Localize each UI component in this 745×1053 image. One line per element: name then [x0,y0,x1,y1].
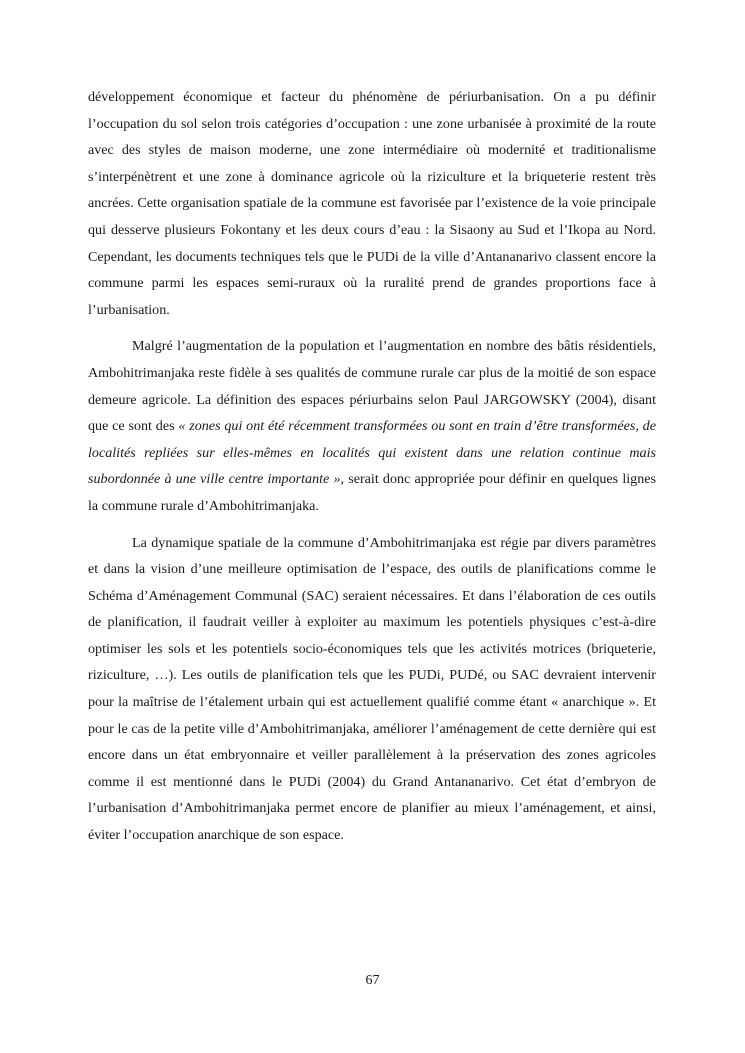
paragraph-1: développement économique et facteur du phénomène de périurbanisation. On a pu définir l’occupation du sol selon trois catégories d’occupation : une zone urbanisée à proximité de la route avec des styles de maison moderne, une zone intermédiaire où modernité et traditionalisme s’interpénètrent et une zone à dominance agricole où la riziculture et la briqueterie restent très ancrées. Cette organisation spatiale de la commune est favorisée par l’existence de la voie principale qui desserve plusieurs Fokontany et les deux cours d’eau : la Sisaony au Sud et l’Ikopa au Nord. Cependant, les documents techniques tels que le PUDi de la ville d’Antananarivo classent encore la commune parmi les espaces semi-ruraux où la ruralité prend de grandes proportions face à l’urbanisation. [88,89,656,318]
page-number: 67 [365,973,380,988]
paragraph-2 [88,333,656,519]
jargowsky-quote: « zones qui ont été récemment transformées ou sont en train d’être transformées, de localités repliées sur elles-mêmes en localités qui existent dans une relation continue mais subordonnée à une ville centre importante », [88,418,656,488]
paragraph-2-lead: Malgré l’augmentation de la population et l’augmentation en nombre des bâtis résidentiels, Ambohitrimanjaka reste fidèle à ses qualités de commune rurale car plus de la moitié de son espace demeure agricole. La définition des espaces périurbains selon Paul JARGOWSKY (2004), disant que ce sont des [88,338,656,435]
paragraph-2-tail: serait donc appropriée pour définir en quelques lignes la commune rurale d’Ambohitrimanjaka. [88,471,656,514]
body-text [88,84,656,859]
paragraph-3: La dynamique spatiale de la commune d’Ambohitrimanjaka est régie par divers paramètres et dans la vision d’une meilleure optimisation de l’espace, des outils de planifications comme le Schéma d’Aménagement Communal (SAC) seraient nécessaires. Et dans l’élaboration de ces outils de planification, il faudrait veiller à exploiter au maximum les potentiels physiques c’est-à-dire optimiser les sols et les potentiels socio-économiques tels que les activités motrices (briqueterie, riziculture, …). Les outils de planification tels que les PUDi, PUDé, ou SAC devraient intervenir pour la maîtrise de l’étalement urbain qui est actuellement qualifié comme étant « anarchique ». Et pour le cas de la petite ville d’Ambohitrimanjaka, améliorer l’aménagement de cette dernière qui est encore dans un état embryonnaire et veiller parallèlement à la préservation des zones agricoles comme il est mentionné dans le PUDi (2004) du Grand Antananarivo. Cet état d’embryon de l’urbanisation d’Ambohitrimanjaka permet encore de planifier au mieux l’aménagement, et ainsi, éviter l’occupation anarchique de son espace. [88,534,656,844]
